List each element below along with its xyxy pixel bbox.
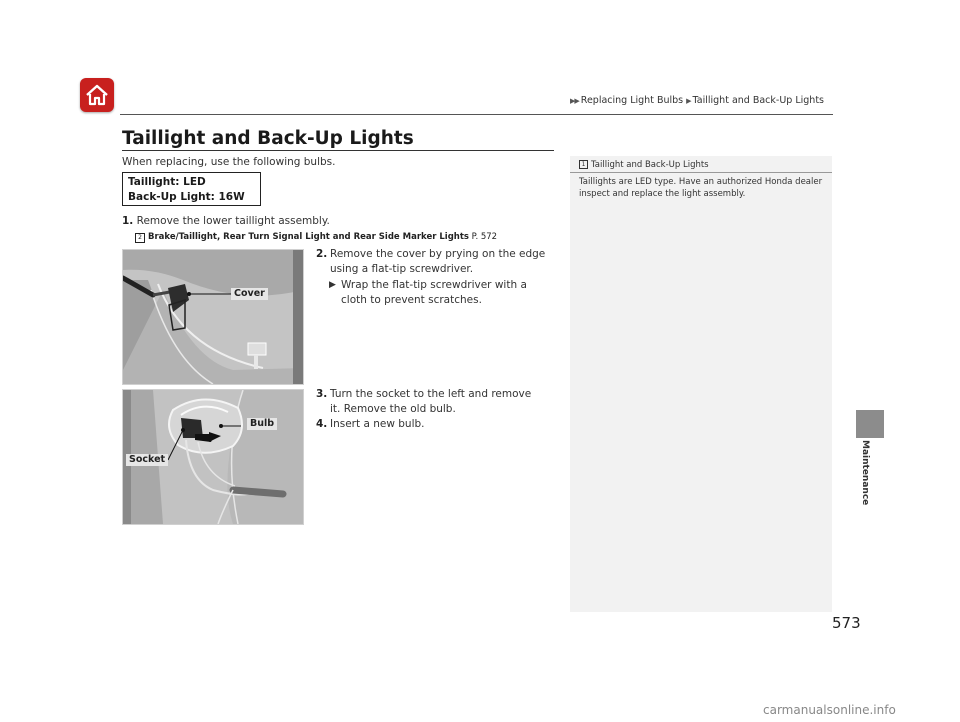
intro-text: When replacing, use the following bulbs. (122, 156, 336, 168)
step-number: 4. (316, 418, 328, 430)
step-text: Remove the cover by prying on the edge using a flat-tip screwdriver. (330, 248, 546, 275)
sidebar-divider (570, 172, 832, 173)
step-4 (316, 417, 556, 432)
breadcrumb (570, 95, 824, 106)
step-number: 3. (316, 388, 328, 400)
section-tab-label[interactable]: Maintenance (860, 440, 870, 506)
step-number: 2. (316, 248, 328, 260)
step-text: Insert a new bulb. (330, 418, 425, 430)
bulb-spec-backup: Back-Up Light: 16W (128, 191, 245, 203)
bulb-spec-box (122, 172, 261, 206)
sidebar-heading (579, 160, 709, 170)
home-icon (85, 84, 109, 106)
sidebar-note (570, 156, 832, 612)
note-marker-icon: 1 (579, 160, 588, 169)
page-title: Taillight and Back-Up Lights (122, 128, 414, 149)
cover-label: Cover (231, 288, 268, 300)
cover-illustration (122, 249, 304, 385)
page-number: 573 (832, 614, 861, 632)
sidebar-heading-text: Taillight and Back-Up Lights (591, 160, 709, 170)
reference-page: P. 572 (471, 232, 498, 242)
step-2-note: Wrap the flat-tip screwdriver with a cloth to prevent scratches. (341, 279, 527, 306)
step-2 (316, 247, 556, 308)
reference-link[interactable]: Brake/Taillight, Rear Turn Signal Light and Rear Side Marker Lights (148, 232, 469, 242)
bulb-label: Bulb (247, 418, 277, 430)
bulb-spec-taillight: Taillight: LED (128, 176, 206, 188)
triangle-icon: ▶ (686, 97, 691, 105)
header-divider (120, 114, 833, 115)
step-text: Turn the socket to the left and remove it. Remove the old bulb. (330, 388, 532, 415)
triangle-arrow-icon: ▶ (329, 280, 336, 290)
step-3 (316, 387, 556, 417)
home-button[interactable] (80, 78, 114, 112)
sidebar-body: Taillights are LED type. Have an authorized Honda dealer inspect and replace the light assembly. (579, 177, 823, 199)
step-1 (122, 214, 330, 229)
cover-diagram (123, 250, 303, 384)
socket-illustration (122, 389, 304, 525)
double-triangle-icon: ▶▶ (570, 97, 579, 105)
watermark: carmanualsonline.info (763, 703, 896, 717)
socket-label: Socket (126, 454, 168, 466)
breadcrumb-link-replacing-bulbs[interactable]: Replacing Light Bulbs (580, 95, 684, 106)
title-divider (122, 150, 554, 151)
cross-reference[interactable] (135, 232, 497, 243)
breadcrumb-current: Taillight and Back-Up Lights (692, 95, 824, 106)
step-number: 1. (122, 215, 134, 227)
reference-arrow-icon: 2 (135, 233, 145, 243)
section-tab-marker[interactable] (856, 410, 884, 438)
step-text: Remove the lower taillight assembly. (136, 215, 330, 227)
